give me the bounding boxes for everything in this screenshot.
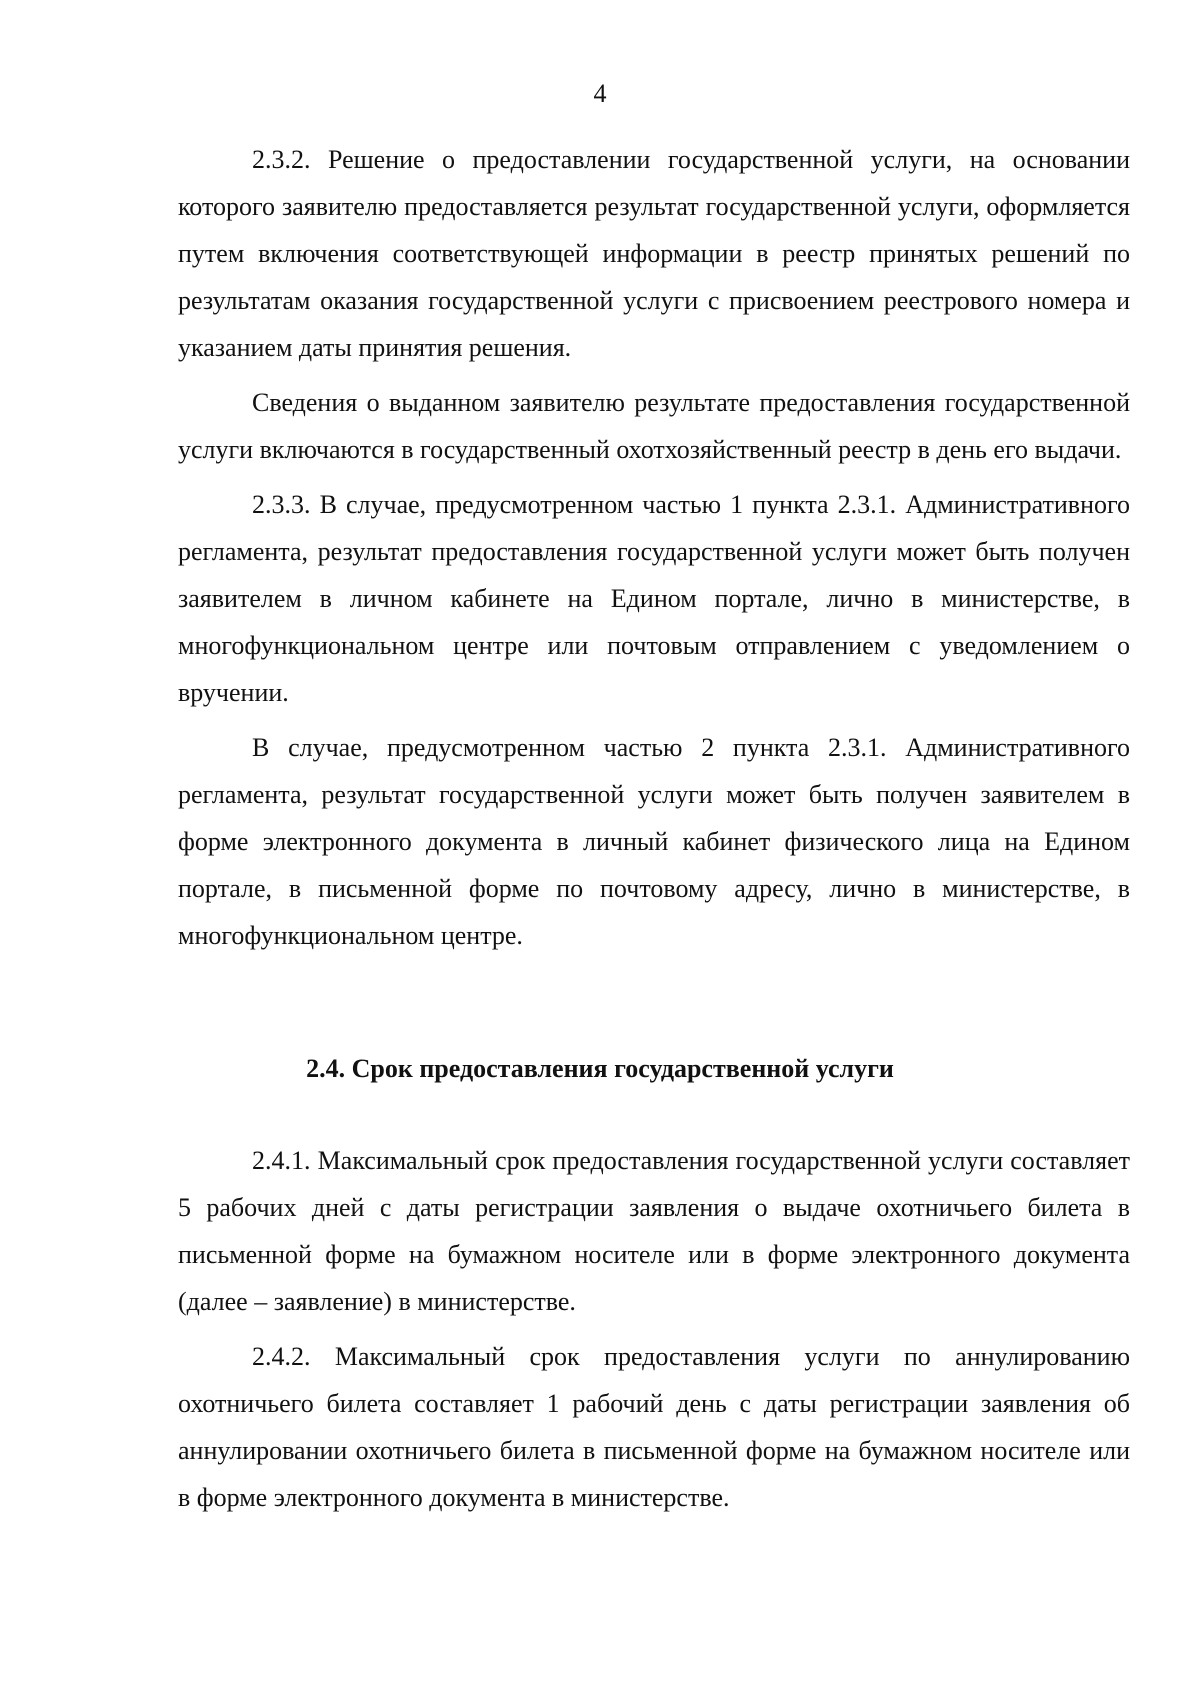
- section-2-4-body: [178, 1137, 1130, 1521]
- page-number: 4: [593, 79, 607, 108]
- paragraph-2-4-2: 2.4.2. Максимальный срок предоставления услуги по аннулированию охотничьего билета составляет 1 рабочий день с даты регистрации заявления об аннулировании охотничьего билета в письменной форме на бумажном носителе или в форме электронного документа в министерстве.: [178, 1342, 1130, 1512]
- paragraph-part-2-case: В случае, предусмотренном частью 2 пункта 2.3.1. Административного регламента, результат государственной услуги может быть получен заявителем в форме электронного документа в личный кабинет физического лица на Едином портале, в письменной форме по почтовому адресу, лично в министерстве, в многофункциональном центре.: [178, 733, 1130, 950]
- paragraph-result-registry: Сведения о выданном заявителю результате предоставления государственной услуги включаются в государственный охотхозяйственный реестр в день его выдачи.: [178, 388, 1130, 464]
- paragraph-2-3-2: 2.3.2. Решение о предоставлении государственной услуги, на основании которого заявителю предоставляется результат государственной услуги, оформляется путем включения соответствующей информации в реестр принятых решений по результатам оказания государственной услуги с присвоением реестрового номера и указанием даты принятия решения.: [178, 145, 1130, 362]
- paragraph-2-4-1: 2.4.1. Максимальный срок предоставления государственной услуги составляет 5 рабочих дней с даты регистрации заявления о выдаче охотничьего билета в письменной форме на бумажном носителе или в форме электронного документа (далее – заявление) в министерстве.: [178, 1146, 1130, 1316]
- paragraph-2-3-3: 2.3.3. В случае, предусмотренном частью 1 пункта 2.3.1. Административного регламента, результат предоставления государственной услуги может быть получен заявителем в личном кабинете на Едином портале, лично в министерстве, в многофункциональном центре или почтовым отправлением с уведомлением о вручении.: [178, 490, 1130, 707]
- section-2-3-body: [178, 136, 1130, 959]
- section-heading-2-4: 2.4. Срок предоставления государственной услуги: [306, 1054, 894, 1083]
